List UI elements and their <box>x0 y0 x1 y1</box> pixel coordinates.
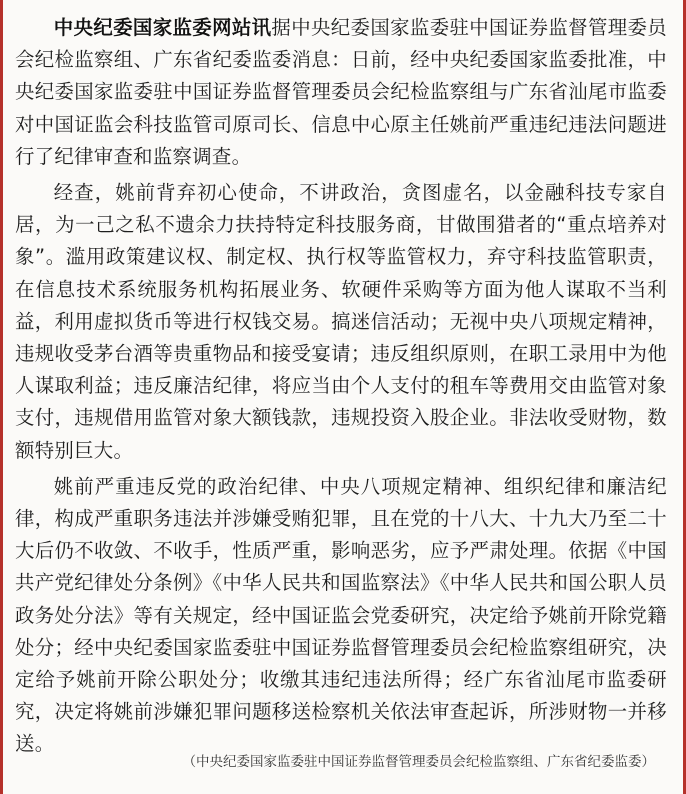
article-paragraph-3: 姚前严重违反党的政治纪律、中央八项规定精神、组织纪律和廉洁纪律，构成严重职务违法并涉嫌受贿犯罪，且在党的十八大、十九大乃至二十大后仍不收敛、不收手，性质严重，影响恶劣，应予严肃处理。依据《中国共产党纪律处分条例》《中华人民共和国监察法》《中华人民共和国公职人员政务处分法》等有关规定，经中国证监会党委研究，决定给予姚前开除党籍处分；经中央纪委国家监委驻中国证券监督管理委员会纪检监察组研究，决定给予姚前开除公职处分；收缴其违纪违法所得；经广东省汕尾市监委研究，决定将姚前涉嫌犯罪问题移送检察机关依法审查起诉，所涉财物一并移送。 <box>15 474 667 756</box>
article-lead-source: 中央纪委国家监委网站讯 <box>53 16 272 39</box>
article-paragraph-1-text: 据中央纪委国家监委驻中国证券监督管理委员会纪检监察组、广东省纪委监委消息：日前，经中央纪委国家监委批准，中央纪委国家监委驻中国证券监督管理委员会纪检监察组与广东省汕尾市监委对中国证监会科技监管司原司长、信息中心原主任姚前严重违纪违法问题进行了纪律审查和监察调查。 <box>15 16 667 168</box>
article-paragraph-2: 经查，姚前背弃初心使命，不讲政治，贪图虚名，以金融科技专家自居，为一己之私不遗余力扶持特定科技服务商，甘做围猎者的“重点培养对象”。滥用政策建议权、制定权、执行权等监管权力，弃守科技监管职责，在信息技术系统服务机构拓展业务、软硬件采购等方面为他人谋取不当利益，利用虚拟货币等进行权钱交易。搞迷信活动；无视中央八项规定精神，违规收受茅台酒等贵重物品和接受宴请；违反组织原则，在职工录用中为他人谋取利益；违反廉洁纪律，将应当由个人支付的租车等费用交由监管对象支付，违规借用监管对象大额钱款，违规投资入股企业。非法收受财物，数额特别巨大。 <box>15 181 667 462</box>
article-paragraph-1 <box>15 12 667 173</box>
source-note: （中央纪委国家监委驻中国证券监督管理委员会纪检监察组、广东省纪委监委） <box>182 754 655 770</box>
article-body <box>15 12 667 761</box>
